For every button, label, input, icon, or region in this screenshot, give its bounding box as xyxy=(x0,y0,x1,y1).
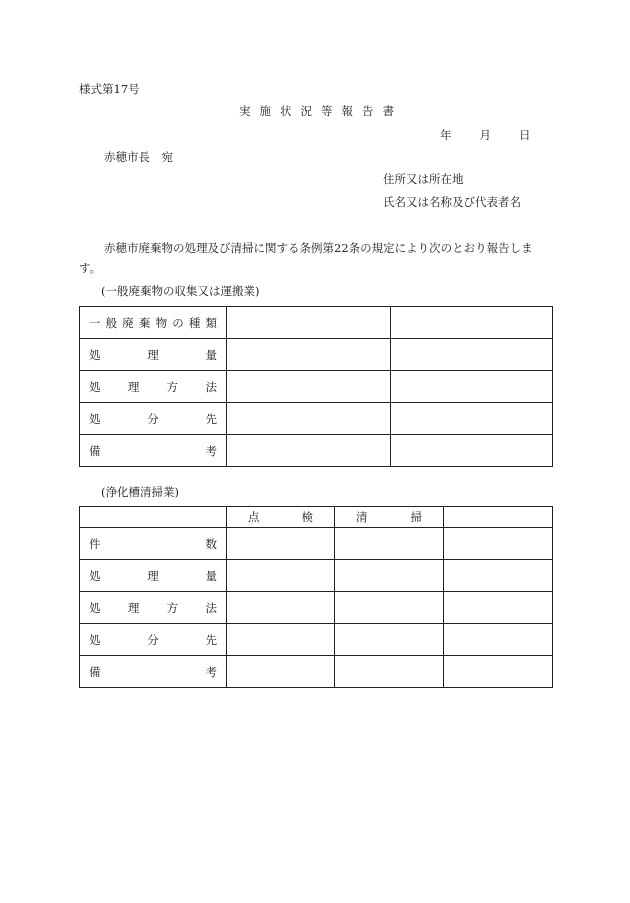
table-row xyxy=(80,592,553,624)
row-label xyxy=(89,664,217,680)
row-header-cell xyxy=(80,624,227,656)
label-char: 一 xyxy=(89,315,101,330)
label-char: 般 xyxy=(105,315,118,330)
row-header-cell xyxy=(80,592,227,624)
document-title: 実施状況等報告書 xyxy=(239,104,403,118)
name-label: 氏名又は名称及び代表者名 xyxy=(383,195,521,209)
entry-field[interactable] xyxy=(391,339,553,371)
header-corner-cell xyxy=(80,507,227,528)
header-blank-cell xyxy=(444,507,553,528)
label-char: 処 xyxy=(89,379,101,394)
date-day: 日 xyxy=(519,128,531,142)
entry-field[interactable] xyxy=(227,656,335,688)
table-row xyxy=(80,403,553,435)
column-header xyxy=(227,507,335,528)
entry-field[interactable] xyxy=(227,371,391,403)
label-char: 処 xyxy=(89,347,101,362)
body-text-line2: す。 xyxy=(79,261,102,275)
label-char: 類 xyxy=(205,315,217,330)
row-label xyxy=(89,347,217,363)
row-label xyxy=(89,315,217,331)
label-char: 処 xyxy=(89,411,101,426)
label-char: 理 xyxy=(147,568,159,583)
entry-field[interactable] xyxy=(227,403,391,435)
entry-field[interactable] xyxy=(227,624,335,656)
label-char: 棄 xyxy=(138,315,151,330)
label-char: 処 xyxy=(89,632,101,647)
label-char: 種 xyxy=(188,315,201,330)
label-char: 法 xyxy=(205,379,217,394)
entry-field[interactable] xyxy=(335,560,444,592)
table-row xyxy=(80,339,553,371)
entry-field[interactable] xyxy=(391,307,553,339)
date-month: 月 xyxy=(479,128,491,142)
section1-table xyxy=(79,306,553,467)
recipient: 赤穂市長 宛 xyxy=(104,150,173,164)
row-header-cell xyxy=(80,307,227,339)
column-header xyxy=(335,507,444,528)
label-char: 物 xyxy=(155,315,168,330)
label-char: 量 xyxy=(205,347,217,362)
label-char: 考 xyxy=(205,443,217,458)
body-text-line1: 赤穂市廃棄物の処理及び清掃に関する条例第22条の規定により次のとおり報告しま xyxy=(104,241,533,255)
entry-field[interactable] xyxy=(227,339,391,371)
column-header-label xyxy=(236,509,325,525)
label-char: 処 xyxy=(89,600,101,615)
entry-field[interactable] xyxy=(444,656,553,688)
date-line xyxy=(440,127,531,143)
label-char: 方 xyxy=(166,379,179,394)
header-char: 検 xyxy=(301,510,313,524)
entry-field[interactable] xyxy=(227,592,335,624)
label-char: 分 xyxy=(147,632,159,647)
label-char: 分 xyxy=(147,411,159,426)
row-label xyxy=(89,443,217,459)
entry-field[interactable] xyxy=(335,656,444,688)
label-char: 備 xyxy=(89,443,101,458)
entry-field[interactable] xyxy=(391,371,553,403)
label-char: 処 xyxy=(89,568,101,583)
entry-field[interactable] xyxy=(227,528,335,560)
table-row xyxy=(80,435,553,467)
entry-field[interactable] xyxy=(227,307,391,339)
label-char: 理 xyxy=(127,379,140,394)
label-char: 先 xyxy=(205,632,217,647)
label-char: 数 xyxy=(205,536,217,551)
entry-field[interactable] xyxy=(227,435,391,467)
row-header-cell xyxy=(80,528,227,560)
entry-field[interactable] xyxy=(227,560,335,592)
table-row xyxy=(80,371,553,403)
label-char: の xyxy=(172,315,184,330)
table-row xyxy=(80,307,553,339)
section2-heading: (浄化槽清掃業) xyxy=(101,485,179,499)
label-char: 廃 xyxy=(122,315,134,330)
label-char: 備 xyxy=(89,664,101,679)
label-char: 量 xyxy=(205,568,217,583)
header-char: 点 xyxy=(248,510,260,524)
row-header-cell xyxy=(80,339,227,371)
address-label: 住所又は所在地 xyxy=(383,172,464,186)
entry-field[interactable] xyxy=(444,528,553,560)
section1-heading: (一般廃棄物の収集又は運搬業) xyxy=(101,284,260,298)
label-char: 法 xyxy=(205,600,217,615)
column-header-label xyxy=(344,509,434,525)
label-char: 考 xyxy=(205,664,217,679)
entry-field[interactable] xyxy=(335,528,444,560)
date-year: 年 xyxy=(440,128,452,142)
label-char: 先 xyxy=(205,411,217,426)
row-label xyxy=(89,411,217,427)
row-label xyxy=(89,600,217,616)
label-char: 件 xyxy=(89,536,101,551)
header-char: 清 xyxy=(356,510,368,524)
row-header-cell xyxy=(80,656,227,688)
form-number: 様式第17号 xyxy=(79,82,140,96)
table-row xyxy=(80,560,553,592)
table-row xyxy=(80,528,553,560)
row-label xyxy=(89,379,217,395)
entry-field[interactable] xyxy=(391,403,553,435)
row-label xyxy=(89,568,217,584)
header-char: 掃 xyxy=(410,510,422,524)
row-header-cell xyxy=(80,435,227,467)
entry-field[interactable] xyxy=(335,624,444,656)
label-char: 方 xyxy=(166,600,179,615)
entry-field[interactable] xyxy=(335,592,444,624)
row-header-cell xyxy=(80,371,227,403)
section2-table xyxy=(79,506,553,688)
table-row xyxy=(80,656,553,688)
row-header-cell xyxy=(80,560,227,592)
entry-field[interactable] xyxy=(444,592,553,624)
row-label xyxy=(89,536,217,552)
label-char: 理 xyxy=(127,600,140,615)
table-header-row xyxy=(80,507,553,528)
row-header-cell xyxy=(80,403,227,435)
entry-field[interactable] xyxy=(444,560,553,592)
entry-field[interactable] xyxy=(444,624,553,656)
table-row xyxy=(80,624,553,656)
label-char: 理 xyxy=(147,347,159,362)
row-label xyxy=(89,632,217,648)
entry-field[interactable] xyxy=(391,435,553,467)
